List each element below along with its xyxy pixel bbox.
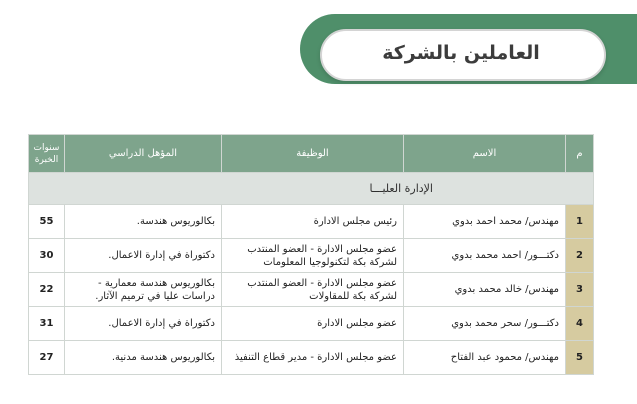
row-number: 2	[566, 239, 594, 273]
header-years	[29, 135, 65, 173]
row-years: 27	[29, 341, 65, 375]
row-qualification: دكتوراة في إدارة الاعمال.	[65, 239, 222, 273]
header-years-line1: سنوات	[33, 142, 60, 153]
row-years: 30	[29, 239, 65, 273]
table-row	[29, 341, 594, 375]
table-row	[29, 205, 594, 239]
page-title: العاملين بالشركة	[382, 42, 540, 64]
row-job: عضو مجلس الادارة - العضو المنتدب لشركة بكة لتكنولوجيا المعلومات	[222, 239, 404, 273]
table-row	[29, 307, 594, 341]
section-label: الإدارة العليـــا	[29, 173, 594, 205]
row-qualification: بكالوريوس هندسة معمارية - دراسات عليا في ترميم الآثار.	[65, 273, 222, 307]
table-header-row	[29, 135, 594, 173]
header-name: الاسم	[404, 135, 566, 173]
row-years: 31	[29, 307, 65, 341]
table-row	[29, 239, 594, 273]
row-job: عضو مجلس الادارة	[222, 307, 404, 341]
page-banner	[270, 14, 637, 84]
row-number: 5	[566, 341, 594, 375]
row-job: رئيس مجلس الادارة	[222, 205, 404, 239]
row-qualification: بكالوريوس هندسة.	[65, 205, 222, 239]
row-number: 3	[566, 273, 594, 307]
header-years-line2: الخبرة	[34, 154, 59, 165]
table-row	[29, 273, 594, 307]
row-name: دكتـــور/ احمد محمد بدوي	[404, 239, 566, 273]
row-name: مهندس/ محمود عبد الفتاح	[404, 341, 566, 375]
row-years: 22	[29, 273, 65, 307]
row-number: 1	[566, 205, 594, 239]
header-job: الوظيفة	[222, 135, 404, 173]
employees-table	[28, 134, 594, 375]
section-row	[29, 173, 594, 205]
row-years: 55	[29, 205, 65, 239]
row-number: 4	[566, 307, 594, 341]
header-qualification: المؤهل الدراسي	[65, 135, 222, 173]
row-job: عضو مجلس الادارة - العضو المنتدب لشركة بكة للمقاولات	[222, 273, 404, 307]
row-job: عضو مجلس الادارة - مدير قطاع التنفيذ	[222, 341, 404, 375]
row-qualification: دكتوراة في إدارة الاعمال.	[65, 307, 222, 341]
row-name: دكتـــور/ سحر محمد بدوي	[404, 307, 566, 341]
row-name: مهندس/ محمد احمد بدوي	[404, 205, 566, 239]
header-num: م	[566, 135, 594, 173]
row-name: مهندس/ خالد محمد بدوي	[404, 273, 566, 307]
row-qualification: بكالوريوس هندسة مدنية.	[65, 341, 222, 375]
